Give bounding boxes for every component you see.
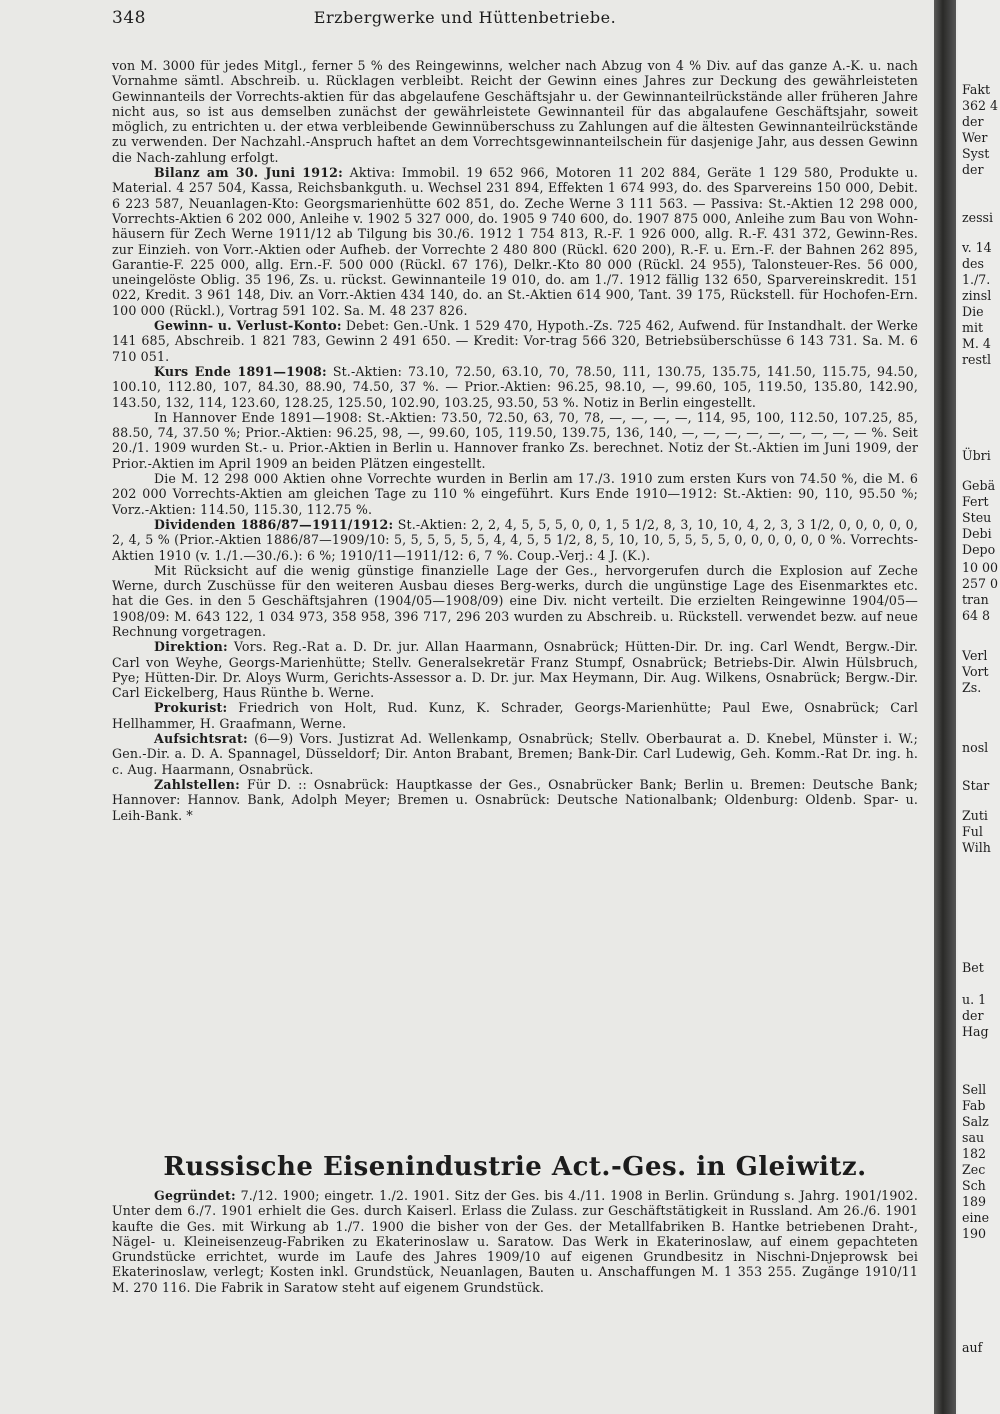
running-title: Erzbergwerke und Hüttenbetriebe. <box>313 8 617 27</box>
bilanz-label: Bilanz am 30. Juni 1912: <box>154 165 343 181</box>
strip-word: Zuti <box>962 808 988 823</box>
paragraph-kurs <box>112 364 918 410</box>
page-header <box>0 8 930 32</box>
strip-word: tran <box>962 592 989 607</box>
strip-word: Hag <box>962 1024 989 1039</box>
adjacent-page-strip <box>958 0 1000 1414</box>
strip-word: zessi <box>962 210 994 225</box>
prokurist-label: Prokurist: <box>154 700 228 716</box>
paragraph-dividenden <box>112 517 918 563</box>
strip-word: auf <box>962 1340 983 1355</box>
strip-word: Verl <box>962 648 988 663</box>
paragraph-direktion <box>112 639 918 700</box>
paragraph-bilanz <box>112 165 918 318</box>
paragraph-finanzlage: Mit Rücksicht auf die wenig günstige finanzielle Lage der Ges., hervorgerufen durch die Explosion auf Zeche Werne, durch Zuschüsse für den weiteren Ausbau dieses Berg-werks, durch die ungünstige Lage des Eisenmarktes etc. hat die Ges. in den 5 Geschäftsjahren (1904/05—1908/09) eine Div. nicht verteilt. Die erzielten Reingewinne 1904/05—1908/09: M. 643 122, 1 034 973, 358 958, 396 717, 296 203 wurden zu Abschreib. u. Rückstell. verwendet bezw. auf neue Rechnung vorgetragen. <box>112 562 918 639</box>
gegruendet-text: 7./12. 1900; eingetr. 1./2. 1901. Sitz der Ges. bis 4./11. 1908 in Berlin. Gründung s. Jahrg. 1901/1902. Unter dem 6./7. 1901 erhielt die Ges. durch Kaiserl. Erlass die Zulass. zur Geschäftstätigkeit in Russland. Am 26./6. 1901 kaufte die Ges. mit Wirkung ab 1./7. 1900 die bisher von der Ges. der Metallfabriken B. Hantke betriebenen Draht-, Nägel- u. Kleineisenzeug-Fabriken zu Ekaterinoslaw u. Saratow. Das Werk in Ekaterinoslaw, auf einem gepachteten Grundstücke errichtet, wurde im Laufe des Jahres 1909/10 auf eigenen Grundbesitz in Nischni-Dnjeprowsk bei Ekaterinoslaw, verlegt; Kosten inkl. Grundstück, Neuanlagen, Bauten u. Anschaffungen M. 1 353 255. Zugänge 1910/11 M. 270 116. Die Fabrik in Saratow steht auf eigenem Grundstück. <box>112 1188 918 1295</box>
strip-word: 1./7. <box>962 272 991 287</box>
main-column <box>112 58 918 823</box>
strip-word: eine <box>962 1210 990 1225</box>
strip-word: der <box>962 1008 984 1023</box>
dividenden-text: St.-Aktien: 2, 2, 4, 5, 5, 5, 0, 0, 1, 5 1/2, 8, 3, 10, 10, 4, 2, 3, 3 1/2, 0, 0, 0, 0, 0, 2, 4, 5 % (Prior.-Aktien 1886/87—1909/10: 5, 5, 5, 5, 5, 5, 4, 4, 5, 5 1/2, 8, 5, 10, 10, 5, 5, 5, 5, 0, 0, 0, 0, 0, 0 %. Vorrechts-Aktien 1910 (v. 1./1.—30./6.): 6 %; 1910/11—1911/12: 6, 7 %. Coup.-Verj.: 4 J. (K.). <box>112 516 918 563</box>
bilanz-text: Aktiva: Immobil. 19 652 966, Motoren 11 202 884, Geräte 1 129 580, Produkte u. Material. 4 257 504, Kassa, Reichsbankguth. u. Wechsel 231 894, Effekten 1 674 993, do. des Sparvereins 150 000, Debit. 6 223 587, Neuanlagen-Kto: Georgsmarienhütte 602 851, do. Zeche Werne 3 111 563. — Passiva: St.-Aktien 12 298 000, Vorrechts-Aktien 6 202 000, Anleihe v. 1902 5 327 000, do. 1905 9 740 600, do. 1907 875 000, Anleihe zum Bau von Wohn-häusern für Zech Werne 1911/12 ab Tilgung bis 30./6. 1912 1 754 813, R.-F. 1 926 000, allg. R.-F. 431 372, Gewinn-Res. zur Einzieh. von Vorr.-Aktien oder Aufheb. der Vorrechte 2 480 800 (Rückl. 620 200), R.-F. u. Ern.-F. der Bahnen 262 895, Garantie-F. 225 000, allg. Ern.-F. 500 000 (Rückl. 67 176), Delkr.-Kto 80 000 (Rückl. 24 955), Talonsteuer-Res. 56 000, uneingelöste Oblig. 35 196, Zs. u. rückst. Gewinnanteile 19 010, do. am 1./7. 1912 fällig 132 650, Sparvereinskredit. 151 022, Kredit. 3 961 148, Div. an Vorr.-Aktien 434 140, do. an St.-Aktien 614 900, Tant. 39 175, Rückstell. für Hochofen-Ern. 100 000 (Rückl.), Vortrag 591 102. Sa. M. 48 237 826. <box>112 165 918 318</box>
strip-word: Debi <box>962 526 992 541</box>
strip-word: 257 0 <box>962 576 999 591</box>
strip-word: mit <box>962 320 984 335</box>
paragraph-gewinn-verlust <box>112 318 918 364</box>
direktion-label: Direktion: <box>154 639 228 655</box>
strip-word: 64 8 <box>962 608 991 623</box>
strip-word: Sch <box>962 1178 986 1193</box>
paragraph-zahlstellen <box>112 777 918 823</box>
strip-word: 182 <box>962 1146 987 1161</box>
strip-word: Die <box>962 304 984 319</box>
paragraph-prokurist <box>112 700 918 731</box>
strip-word: Übri <box>962 448 991 463</box>
strip-word: der <box>962 162 984 177</box>
strip-word: Depo <box>962 542 996 557</box>
paragraph-gegruendet <box>112 1188 918 1295</box>
paragraph-berlin-einfuehrung: Die M. 12 298 000 Aktien ohne Vorrechte wurden in Berlin am 17./3. 1910 zum ersten Kurs von 74.50 %, die M. 6 202 000 Vorrechts-Aktien am gleichen Tage zu 110 % eingeführt. Kurs Ende 1910—1912: St.-Aktien: 90, 110, 95.50 %; Vorz.-Aktien: 114.50, 115.30, 112.75 %. <box>112 471 918 517</box>
company-title: Russische Eisenindustrie Act.-Ges. in Gleiwitz. <box>163 1152 867 1182</box>
kurs-label: Kurs Ende 1891—1908: <box>154 363 327 379</box>
paragraph-gewinnverteilung: von M. 3000 für jedes Mitgl., ferner 5 % des Reingewinns, welcher nach Abzug von 4 % Div. auf das ganze A.-K. u. nach Vornahme sämtl. Abschreib. u. Rücklagen verbleibt. Reicht der Gewinn eines Jahres zur Deckung des gewährleisteten Gewinnanteils der Vorrechts-aktien für das abgelaufene Geschäftsjahr u. der Gewinnanteilrückstände aller früheren Jahre nicht aus, so ist aus demselben zunächst der gewährleistete Gewinnanteil für das abgalaufene Geschäftsjahr, soweit möglich, zu entrichten u. der etwa verbleibende Gewinnüberschuss zu Zahlungen auf die ältesten Gewinnanteilrückstände zu verwenden. Der Nachzahl.-Anspruch haftet an dem Vorrechtsgewinnanteilschein für dasjenige Jahr, aus dessen Gewinn die Nach-zahlung erfolgt. <box>112 58 918 165</box>
strip-word: 362 4 <box>962 98 999 113</box>
kurs-text: St.-Aktien: 73.10, 72.50, 63.10, 70, 78.50, 111, 130.75, 135.75, 141.50, 115.75, 94.50, 100.10, 112.80, 107, 84.30, 88.90, 74.50, 37 %. — Prior.-Aktien: 96.25, 98.10, —, 99.60, 105, 119.50, 135.80, 142.90, 143.50, 132, 114, 123.60, 128.25, 125.50, 102.90, 103.25, 93.50, 53 %. Notiz in Berlin eingestellt. <box>112 363 918 410</box>
strip-word: Vort <box>962 664 989 679</box>
strip-word: Zs. <box>962 680 982 695</box>
strip-word: sau <box>962 1130 985 1145</box>
company-entry <box>112 1188 918 1295</box>
gegruendet-label: Gegründet: <box>154 1188 236 1203</box>
strip-word: Zec <box>962 1162 986 1177</box>
prokurist-text: Friedrich von Holt, Rud. Kunz, K. Schrader, Georgs-Marienhütte; Paul Ewe, Osnabrück; Carl Hellhammer, H. Graafmann, Werne. <box>112 700 918 731</box>
strip-word: restl <box>962 352 992 367</box>
strip-word: Wer <box>962 130 988 145</box>
strip-word: Bet <box>962 960 984 975</box>
strip-word: u. 1 <box>962 992 987 1007</box>
strip-word: der <box>962 114 984 129</box>
strip-word: Syst <box>962 146 990 161</box>
strip-word: 190 <box>962 1226 987 1241</box>
strip-word: 189 <box>962 1194 987 1209</box>
strip-word: 10 00 <box>962 560 999 575</box>
strip-word: nosl <box>962 740 989 755</box>
dividenden-label: Dividenden 1886/87—1911/1912: <box>154 516 394 532</box>
strip-word: Fert <box>962 494 989 509</box>
direktion-text: Vors. Reg.-Rat a. D. Dr. jur. Allan Haarmann, Osnabrück; Hütten-Dir. Dr. ing. Carl Wendt, Bergw.-Dir. Carl von Weyhe, Georgs-Marienhütte; Stellv. Generalsekretär Franz Stumpf, Osnabrück; Betriebs-Dir. Alwin Hülsbruch, Pye; Hütten-Dir. Dr. Aloys Wurm, Gerichts-Assessor a. D. Dr. jur. Max Heymann, Dir. Aug. Wilkens, Osnabrück; Bergw.-Dir. Carl Eickelberg, Haus Rünthe b. Werne. <box>112 639 918 701</box>
strip-word: zinsl <box>962 288 992 303</box>
strip-word: v. 14 <box>962 240 992 255</box>
strip-word: Wilh <box>962 840 991 855</box>
strip-word: des <box>962 256 984 271</box>
strip-word: Star <box>962 778 990 793</box>
zahlstellen-text: Für D. :: Osnabrück: Hauptkasse der Ges., Osnabrücker Bank; Berlin u. Bremen: Deutsche Bank; Hannover: Hannov. Bank, Adolph Meyer; Bremen u. Osnabrück: Deutsche Nationalbank; Oldenburg: Oldenb. Spar- u. Leih-Bank. * <box>112 776 918 823</box>
paragraph-aufsichtsrat <box>112 731 918 777</box>
strip-word: Fakt <box>962 82 991 97</box>
page-number: 348 <box>112 8 146 28</box>
strip-word: Fab <box>962 1098 986 1113</box>
strip-word: Ful <box>962 824 983 839</box>
strip-word: Salz <box>962 1114 989 1129</box>
zahlstellen-label: Zahlstellen: <box>154 776 240 792</box>
aufsichtsrat-label: Aufsichtsrat: <box>154 731 248 747</box>
strip-word: Sell <box>962 1082 987 1097</box>
strip-word: M. 4 <box>962 336 991 351</box>
strip-word: Steu <box>962 510 992 525</box>
paragraph-hannover: In Hannover Ende 1891—1908: St.-Aktien: 73.50, 72.50, 63, 70, 78, —, —, —, —, 114, 95, 100, 112.50, 107.25, 85, 88.50, 74, 37.50 %; Prior.-Aktien: 96.25, 98, —, 99.60, 105, 119.50, 139.75, 136, 140, —, —, —, —, —, —, —, —, — %. Seit 20./1. 1909 wurden St.- u. Prior.-Aktien in Berlin u. Hannover franko Zs. berechnet. Notiz der St.-Aktien im Juni 1909, der Prior.-Aktien im April 1909 an beiden Plätzen eingestellt. <box>112 409 918 471</box>
guv-label: Gewinn- u. Verlust-Konto: <box>154 318 342 334</box>
book-gutter <box>934 0 956 1414</box>
aufsichtsrat-text: (6—9) Vors. Justizrat Ad. Wellenkamp, Osnabrück; Stellv. Oberbaurat a. D. Knebel, Münster i. W.; Gen.-Dir. a. D. A. Spannagel, Düsseldorf; Dir. Anton Brabant, Bremen; Bank-Dir. Carl Ludewig, Geh. Komm.-Rat Dr. ing. h. c. Aug. Haarmann, Osnabrück. <box>112 731 918 777</box>
strip-word: Gebä <box>962 478 996 493</box>
guv-text: Debet: Gen.-Unk. 1 529 470, Hypoth.-Zs. 725 462, Aufwend. für Instandhalt. der Werke 141 685, Abschreib. 1 821 783, Gewinn 2 491 650. — Kredit: Vor-trag 566 320, Betriebsüberschüsse 6 143 731. Sa. M. 6 710 051. <box>112 318 918 364</box>
